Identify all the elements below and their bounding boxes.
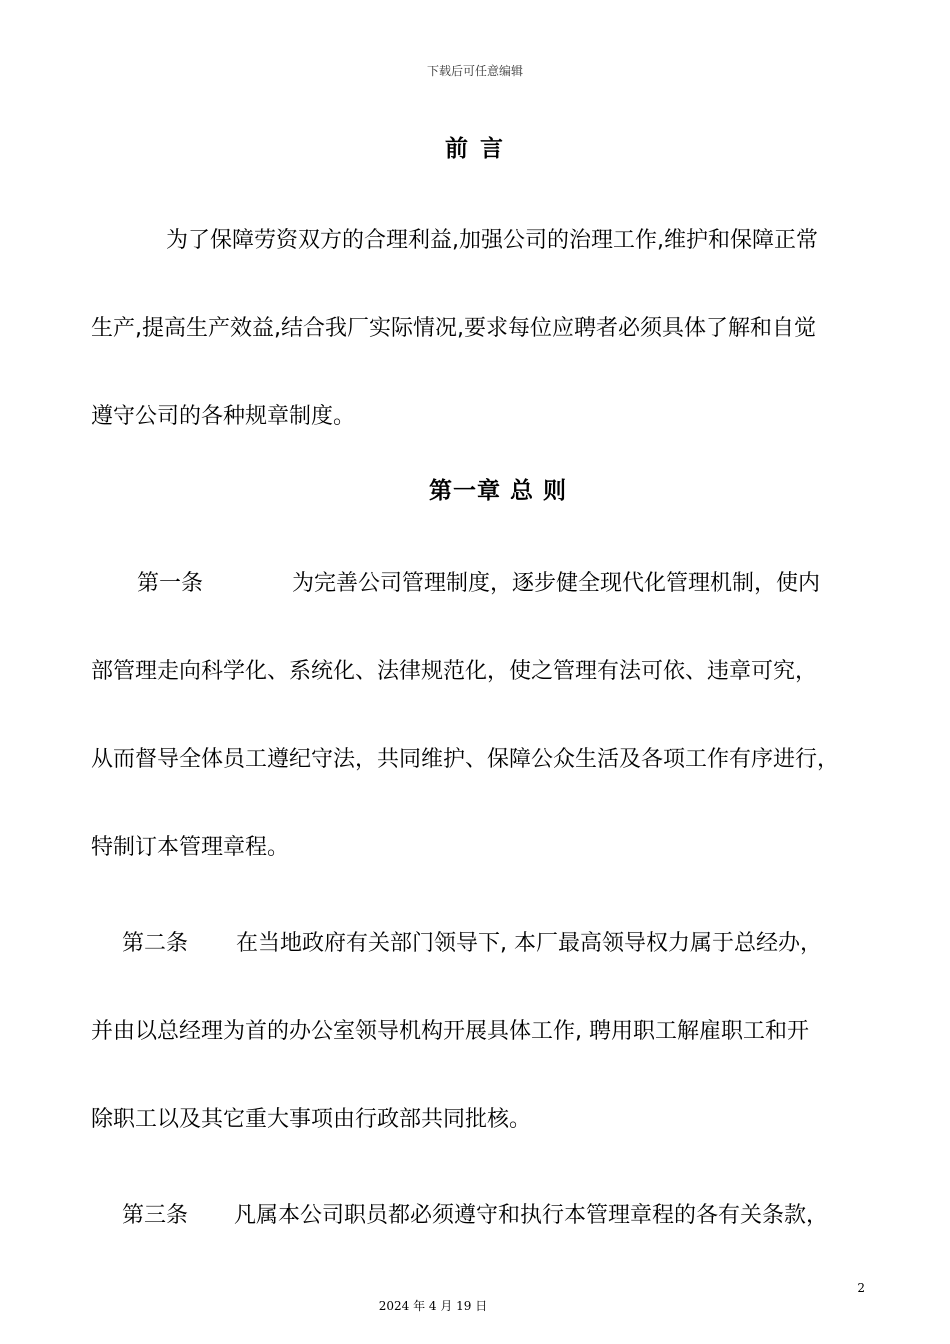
article-text: 凡属本公司职员都必须遵守和执行本管理章程的各有关条款， bbox=[234, 1203, 829, 1228]
article-line bbox=[91, 900, 861, 988]
article-line: 部管理走向科学化、系统化、法律规范化，使之管理有法可依、违章可究， bbox=[91, 659, 818, 684]
article-line bbox=[91, 1172, 861, 1260]
footer-date: 2024 年 4 月 19 日 bbox=[378, 1299, 488, 1313]
article-label: 第一条 bbox=[137, 571, 204, 596]
header-note: 下载后可任意编辑 bbox=[426, 64, 523, 78]
chapter-title: 第一章 总 则 bbox=[428, 478, 567, 504]
article-line: 从而督导全体员工遵纪守法，共同维护、保障公众生活及各项工作有序进行， bbox=[91, 747, 840, 772]
article-text: 在当地政府有关部门领导下, 本厂最高领导权力属于总经办， bbox=[236, 931, 822, 956]
preface-title: 前 言 bbox=[444, 136, 505, 162]
page-number: 2 bbox=[857, 1281, 865, 1295]
article-2 bbox=[91, 900, 861, 1164]
article-text: 为完善公司管理制度，逐步健全现代化管理机制，使内 bbox=[292, 571, 821, 596]
article-label: 第三条 bbox=[122, 1203, 189, 1228]
article-line: 并由以总经理为首的办公室领导机构开展具体工作, 聘用职工解雇职工和开 bbox=[91, 1019, 809, 1044]
preface-line: 生产,提高生产效益,结合我厂实际情况,要求每位应聘者必须具体了解和自觉 bbox=[91, 316, 816, 341]
article-line: 特制订本管理章程。 bbox=[91, 835, 290, 860]
preface-paragraph bbox=[91, 197, 861, 461]
preface-line: 为了保障劳资双方的合理利益,加强公司的治理工作,维护和保障正常 bbox=[166, 228, 818, 253]
article-label: 第二条 bbox=[122, 931, 189, 956]
article-3 bbox=[91, 1172, 861, 1260]
preface-line: 遵守公司的各种规章制度。 bbox=[91, 404, 356, 429]
article-line bbox=[91, 540, 861, 628]
article-line: 除职工以及其它重大事项由行政部共同批核。 bbox=[91, 1107, 532, 1132]
article-1 bbox=[91, 540, 861, 892]
